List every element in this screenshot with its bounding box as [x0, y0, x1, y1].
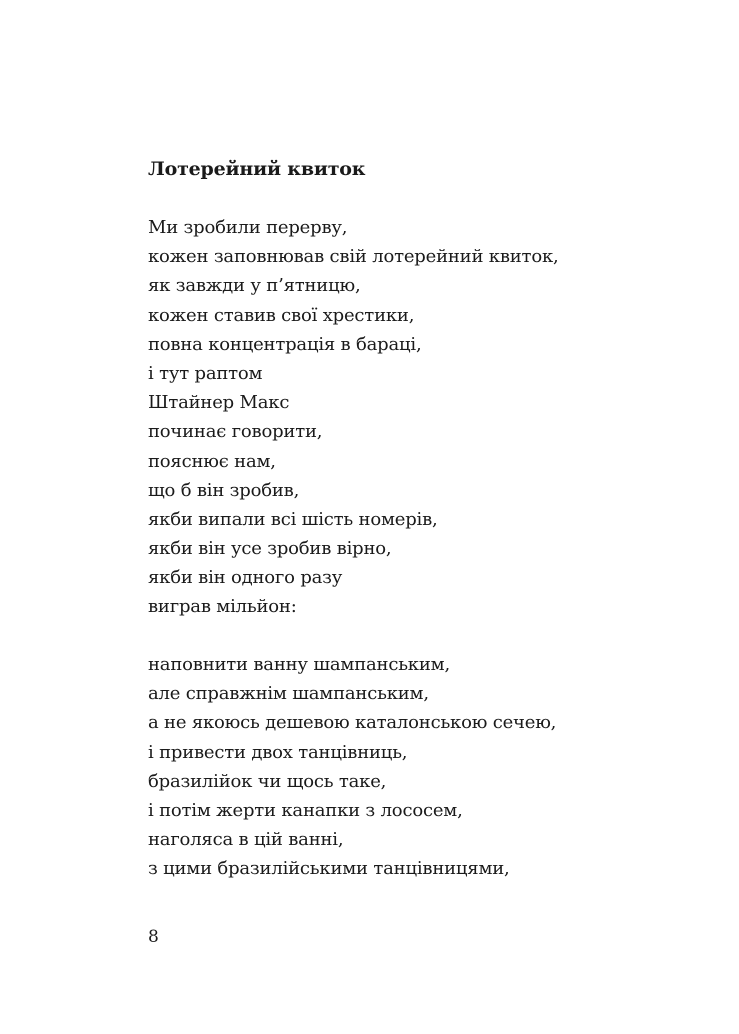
poem-line: кожен заповнював свій лотерейний квиток,	[148, 246, 559, 268]
poem-line: і потім жерти канапки з лососем,	[148, 799, 463, 821]
poem-line: бразилійок чи щось таке,	[148, 770, 387, 792]
poem-line: виграв мільйон:	[148, 596, 297, 618]
poem-line: наголяса в цій ванні,	[148, 829, 344, 851]
stanza-1	[148, 213, 559, 622]
poem-line: з цими бразилійськими танцівницями,	[148, 858, 510, 880]
poem-line: починає говорити,	[148, 421, 323, 443]
poem-line: і тут раптом	[148, 362, 263, 384]
poem-line: а не якоюсь дешевою каталонською сечею,	[148, 712, 557, 734]
poem-line: якби він одного разу	[148, 567, 343, 589]
poem-line: і привести двох танцівниць,	[148, 741, 408, 763]
poem-line: Штайнер Макс	[148, 392, 290, 414]
poem-line: якби він усе зробив вірно,	[148, 538, 392, 560]
poem-line: якби випали всі шість номерів,	[148, 508, 438, 530]
poem-line: як завжди у п’ятницю,	[148, 275, 361, 297]
poem-line: Ми зробили перерву,	[148, 217, 348, 238]
poem-line: кожен ставив свої хрестики,	[148, 304, 415, 326]
poem-line: наповнити ванну шампанським,	[148, 654, 450, 675]
stanza-2	[148, 650, 556, 884]
poem-line: пояснює нам,	[148, 450, 276, 472]
poem-line: але справжнім шампанським,	[148, 683, 429, 705]
page-number: 8	[148, 927, 159, 947]
poem-title: Лотерейний квиток	[148, 158, 366, 180]
poem-line: повна концентрація в бараці,	[148, 333, 422, 355]
poem-line: що б він зробив,	[148, 479, 300, 501]
